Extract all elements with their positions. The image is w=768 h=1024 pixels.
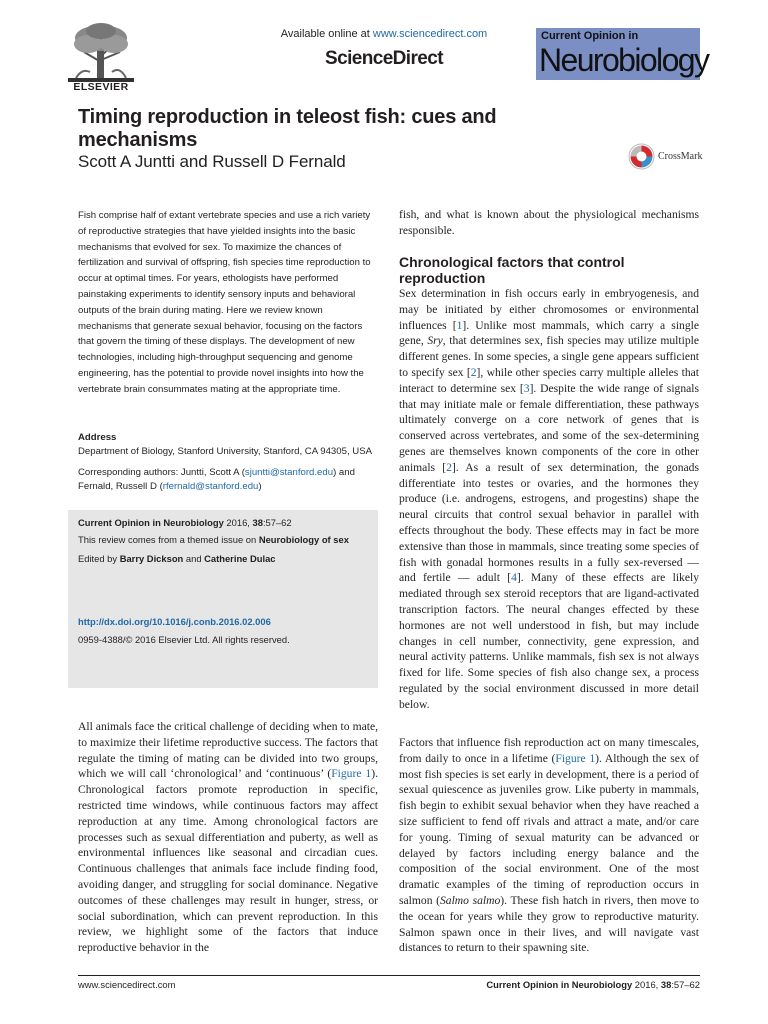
p1-text-d: ], while other species carry multiple alleles that interact to determine sex [: [399, 365, 699, 395]
edited-and: and: [183, 553, 205, 564]
corr-text-2: ) and Fernald, Russell D (: [78, 467, 355, 492]
journal-banner-title: Neurobiology: [539, 42, 709, 78]
p1-text-c: , that determines sex, fish species may utilize multiple different genes. In some species, a single gene appears sufficient to specify sex [: [399, 334, 700, 379]
p1-text-b: ]. Unlike most mammals, which carry a single gene,: [399, 318, 699, 348]
footer-year: 2016,: [632, 979, 661, 990]
journal-banner-subtitle: Current Opinion in: [541, 30, 639, 42]
email-link-juntti[interactable]: sjuntti@stanford.edu: [244, 467, 334, 478]
availability-prefix: Available online at: [280, 28, 373, 40]
intro-text-a: All animals face the critical challenge of deciding when to mate, to maximize their lifetime reproductive success. The factors that regulate the timing of mating can be divided into two groups, which we will call ‘chronological’ and ‘continuous’ (: [78, 720, 378, 781]
p2-text-b: ). Although the sex of most fish species is set early in development, there is a period of sexual quiescence as juveniles grow. Like puberty in mammals, fish begin to exhibit sexual behavior when they have reached a size sufficient to fend off rivals and attract a mate, and/or care for young. Timing of sexual maturity can be advanced or delayed by factors including energy balance and the composition of the social environment. One of the most dramatic examples of the timing of reproduction occurs in salmon (: [399, 751, 699, 907]
article-authors: Scott A Juntti and Russell D Fernald: [78, 152, 346, 171]
info-year: 2016,: [223, 517, 253, 528]
corr-text-3: ): [258, 481, 262, 492]
timescales-paragraph: [399, 735, 699, 956]
footer-pages: :57–62: [671, 979, 700, 990]
themed-prefix: This review comes from a themed issue on: [78, 534, 259, 545]
ref-4-link[interactable]: 4: [511, 571, 517, 585]
info-pages: :57–62: [262, 517, 292, 528]
themed-topic: Neurobiology of sex: [258, 534, 349, 545]
sex-determination-paragraph: [399, 286, 699, 713]
intro-text-b: ). Chronological factors promote reproduction in specific, restricted time windows, while continuous factors may affect reproduction at any time. Among chronological factors are processes such as sexual differentiation and puberty, as well as environmental influences like seasonal and circadian cues. Continuous challenges that animals face include finding food, avoiding danger, and struggling for social dominance. Negative outcomes of these challenges may result in hunger, stress, or social subordination, which can prevent reproduction. In this review, we highlight some of the factors that induce reproductive behavior in the: [78, 767, 378, 955]
info-editors: [78, 553, 276, 564]
info-citation: [78, 517, 292, 528]
sciencedirect-wordmark[interactable]: ScienceDirect: [325, 48, 443, 69]
article-title: Timing reproduction in teleost fish: cues and mechanisms: [78, 106, 497, 151]
p1-text-e: ]. Despite the wide range of signals that may initiate male or female differentiation, these pathways ultimately converge on a core network of genes that is conserved across vertebrates, and some of the sex-determining genes are themselves known components of the core in other animals [: [399, 381, 700, 474]
footer-website[interactable]: www.sciencedirect.com: [78, 979, 176, 990]
corresponding-authors: [78, 466, 378, 494]
figure-1-link-2[interactable]: Figure 1: [555, 751, 596, 765]
sciencedirect-url-link[interactable]: www.sciencedirect.com: [372, 28, 488, 40]
footer-citation: [470, 979, 700, 990]
ref-1-link[interactable]: 1: [456, 318, 463, 332]
salmo-salmo: Salmo salmo: [439, 893, 501, 907]
address-text: Department of Biology, Stanford University, Stanford, CA 94305, USA: [78, 446, 372, 457]
p1-text-g: ]. Many of these effects are likely mediated through sex steroid receptors that are ligand-activated transcription factors. The neural changes effected by these hormones are not well understood in fish, but may include changes in cell number, connectivity, gene expression, and neural activity patterns. Unlike mammals, fish sex is not always fixed for life. Some species of fish also change sex, a process regulated by the social environment discussed in more detail below.: [399, 571, 699, 711]
sry-gene: Sry: [427, 334, 443, 348]
copyright-line: 0959-4388/© 2016 Elsevier Ltd. All rights reserved.: [78, 634, 290, 645]
p1-text-a: Sex determination in fish occurs early in embryogenesis, and may be initiated by either chromosomes or environmental influences [: [399, 287, 699, 332]
corr-text-1: Corresponding authors: Juntti, Scott A (: [78, 467, 245, 478]
info-themed-issue: [78, 534, 349, 545]
editor-dulac: Catherine Dulac: [204, 553, 276, 564]
editor-dickson: Barry Dickson: [119, 553, 184, 564]
footer-volume: 38: [660, 979, 672, 990]
intro-paragraph: [78, 719, 378, 956]
footer-divider: [78, 975, 700, 976]
ref-3-link[interactable]: 3: [523, 381, 530, 395]
info-volume: 38: [252, 517, 263, 528]
address-heading: Address: [78, 432, 117, 443]
ref-2b-link[interactable]: 2: [446, 460, 452, 474]
footer-journal: Current Opinion in Neurobiology: [486, 979, 633, 990]
edited-prefix: Edited by: [78, 553, 120, 564]
crossmark-label[interactable]: CrossMark: [658, 151, 703, 162]
abstract-text: Fish comprise half of extant vertebrate species and use a rich variety of reproductive strategies that have yielded insights into the basic mechanisms that evolved for sex. To maximize the chances of fertilization and survival of offspring, fish species time reproduction to occur at optimal times. For years, ethologists have performed painstaking experiments to identify sensory inputs and behavioral outputs of the brain during mating. Here we review known mechanisms that generate sexual behavior, focusing on the factors that govern the timing of these displays. The development of new technologies, including high-throughput sequencing and genome engineering, has the potential to provide novel insights into how the vertebrate brain consummates mating at the appropriate time.: [78, 210, 371, 395]
right-column-opening: fish, and what is known about the physiological mechanisms responsible.: [399, 208, 699, 237]
elsevier-tree-logo: [68, 22, 134, 82]
doi-link[interactable]: http://dx.doi.org/10.1016/j.conb.2016.02.006: [78, 616, 271, 627]
info-journal: Current Opinion in Neurobiology: [78, 517, 224, 528]
figure-1-link[interactable]: Figure 1: [331, 767, 372, 781]
publisher-name: ELSEVIER: [73, 81, 129, 93]
section-heading: Chronological factors that control reproduction: [399, 254, 625, 286]
p1-text-f: ]. As a result of sex determination, the gonads differentiate into testes or ovaries, and the hormones they produce (i.e. androgens, estrogens, and progestins) shape the neural circuits that control sexual behavior in parallel with effects throughout the body. These effects may in fact be more extensive than those in mammals, since treating some species of fish with gonadal hormones results in a fully sex-reversed — and fertile — adult [: [399, 460, 699, 585]
ref-2-link[interactable]: 2: [470, 365, 477, 379]
crossmark-icon[interactable]: [628, 143, 655, 170]
email-link-fernald[interactable]: rfernald@stanford.edu: [162, 481, 259, 492]
p2-text-c: ). These fish hatch in rivers, then move to the ocean for years while they grow to reproductive maturity. Salmon spawn once in their lives, and will navigate vast distances to return to their spawning site.: [399, 893, 699, 955]
p2-text-a: Factors that influence fish reproduction act on many timescales, from daily to once in a lifetime (: [399, 736, 699, 765]
